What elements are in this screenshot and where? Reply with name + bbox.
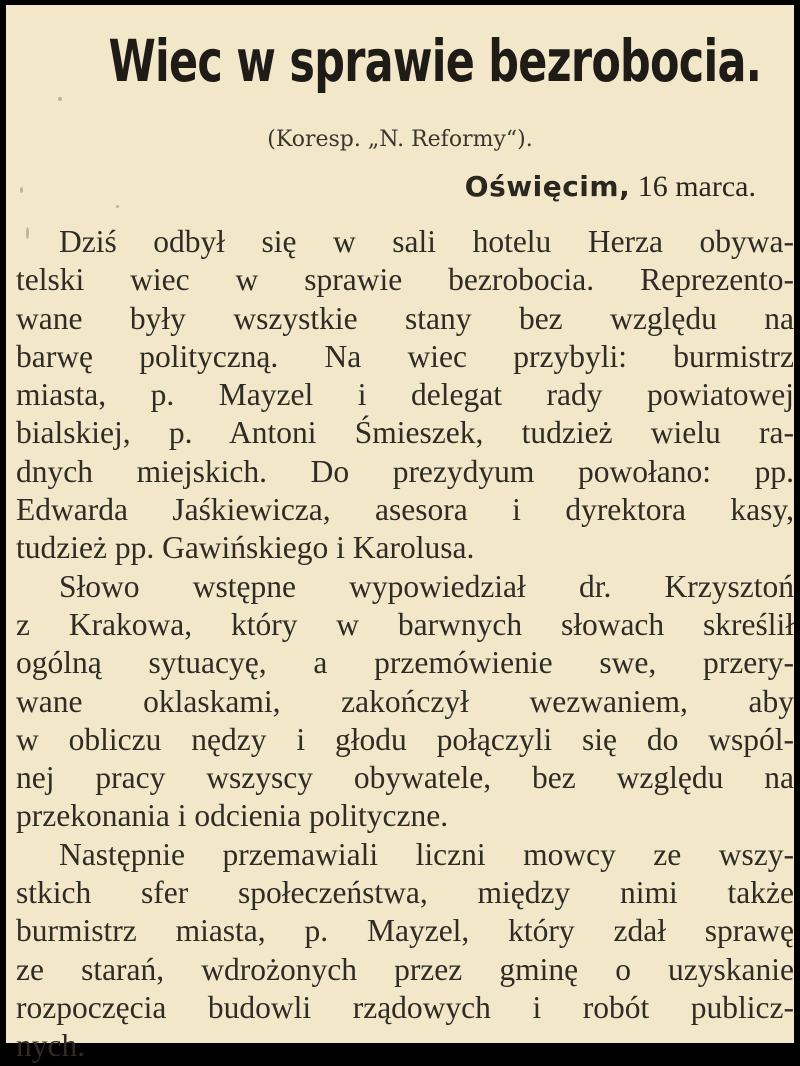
body-line: Dziś odbył się w sali hotelu Herza obywa- [59, 224, 794, 259]
paper-speck [20, 187, 23, 193]
body-line: z Krakowa, który w barwnych słowach skreślił [16, 606, 794, 642]
body-line: telski wiec w sprawie bezrobocia. Reprezento- [16, 262, 794, 298]
body-line: Następnie przemawiali liczni mowcy ze wszy- [59, 836, 794, 872]
body-line: wane oklaskami, zakończył wezwaniem, aby [16, 683, 794, 719]
headline: Wiec w sprawie bezrobocia. [108, 27, 762, 95]
body-line: wane były wszystkie stany bez względu na [16, 300, 794, 336]
body-line: ogólną sytuacyę, a przemówienie swe, przery- [16, 645, 794, 681]
body-line: nej pracy wszyscy obywatele, bez względu na [16, 760, 794, 796]
body-line: rozpoczęcia budowli rządowych i robót publicz- [16, 989, 794, 1025]
body-line: nych. [16, 1028, 86, 1064]
dateline-date: 16 marca. [637, 170, 756, 203]
dateline-place: Oświęcim, [464, 170, 631, 203]
body-line: stkich sfer społeczeństwa, między nimi także [16, 875, 794, 911]
body-line: dnych miejskich. Do prezydyum powołano: pp. [16, 453, 794, 489]
body-line: barwę polityczną. Na wiec przybyli: burmistrz [16, 338, 794, 374]
newspaper-clipping [6, 5, 794, 1064]
article-body [16, 223, 794, 1066]
body-line: ze starań, wdrożonych przez gminę o uzyskanie [16, 951, 794, 987]
body-line: Edwarda Jaśkiewicza, asesora i dyrektora kasy, [16, 492, 794, 528]
body-line: bialskiej, p. Antoni Śmieszek, tudzież wielu ra- [16, 415, 794, 451]
paper-speck [116, 205, 119, 208]
dateline [465, 170, 756, 204]
body-line: w obliczu nędzy i głodu połączyli się do wspól- [16, 721, 794, 757]
body-line: Słowo wstępne wypowiedział dr. Krzysztoń [59, 568, 794, 604]
byline: (Koresp. „N. Reformy“). [267, 127, 533, 152]
body-line: burmistrz miasta, p. Mayzel, który zdał sprawę [16, 913, 794, 949]
paper-speck [58, 97, 62, 101]
body-line: miasta, p. Mayzel i delegat rady powiatowej [16, 377, 794, 413]
body-line: przekonania i odcienia polityczne. [16, 798, 449, 834]
body-line: tudzież pp. Gawińskiego i Karolusa. [16, 530, 475, 566]
